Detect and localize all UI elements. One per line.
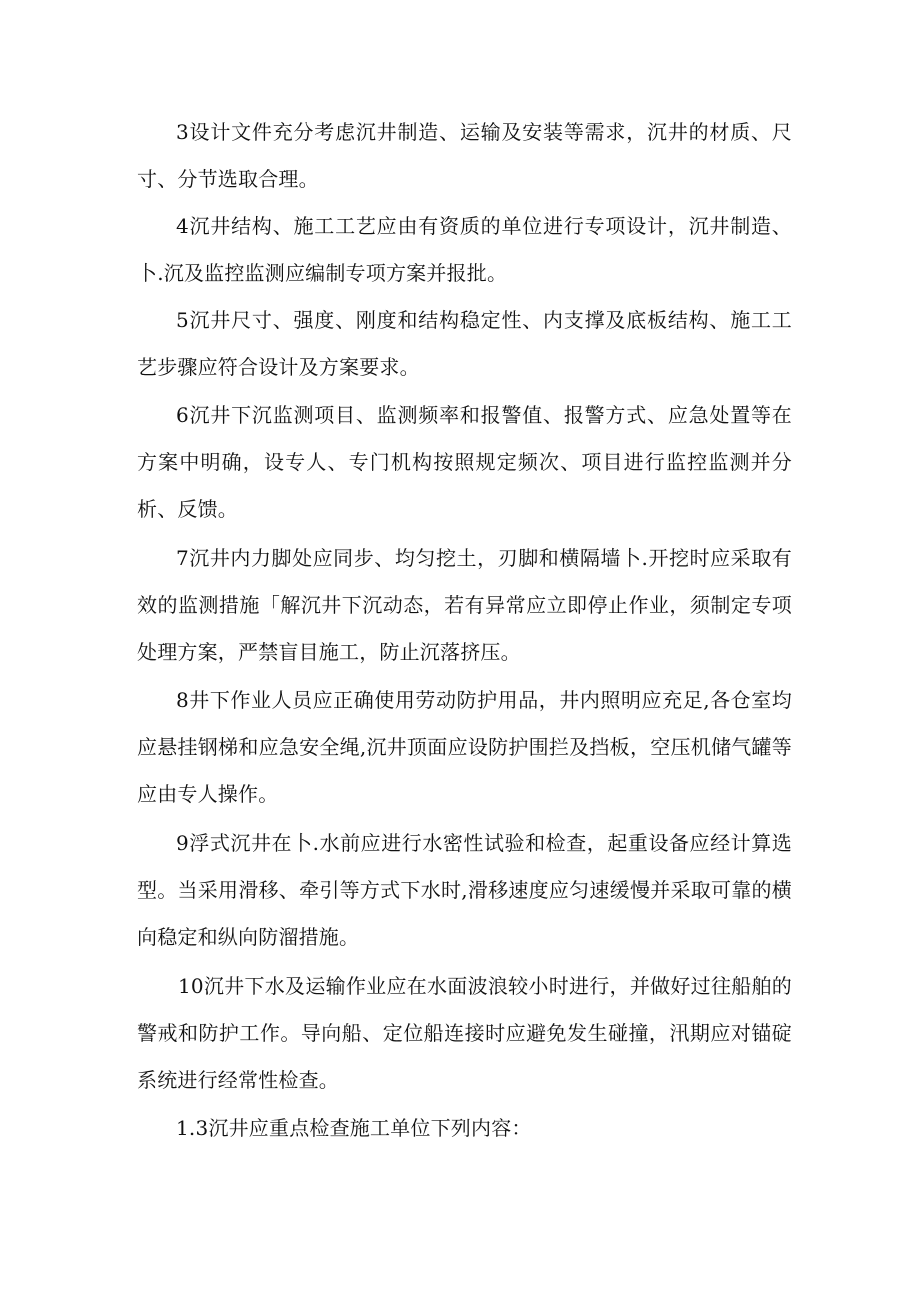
paragraph-item-10: 10沉井下水及运输作业应在水面波浪较小时进行，并做好过往船舶的警戒和防护工作。导向船、定位船连接时应避免发生碰撞，汛期应对锚碇系统进行经常性检查。 — [137, 974, 792, 1092]
paragraph-item-3: 3设计文件充分考虑沉井制造、运输及安装等需求，沉井的材质、尺寸、分节选取合理。 — [137, 120, 792, 191]
paragraph-item-7: 7沉井内力脚处应同步、均匀挖土，刃脚和横隔墙卜.开挖时应采取有效的监测措施「解沉井下沉动态，若有异常应立即停止作业，须制定专项处理方案，严禁盲目施工，防止沉落挤压。 — [137, 546, 792, 664]
section-heading-1-3: 1.3沉井应重点检查施工单位下列内容： — [176, 1116, 532, 1140]
paragraph-item-9: 9浮式沉井在卜.水前应进行水密性试验和检查，起重设备应经计算选型。当采用滑移、牵引等方式下水时,滑移速度应匀速缓慢并采取可靠的横向稳定和纵向防溜措施。 — [137, 831, 792, 949]
paragraph-item-8: 8井下作业人员应正确使用劳动防护用品，井内照明应充足,各仓室均应悬挂钢梯和应急安全绳,沉井顶面应设防护围拦及挡板，空压机储气罐等应由专人操作。 — [137, 688, 792, 806]
paragraph-item-4: 4沉井结构、施工工艺应由有资质的单位进行专项设计，沉井制造、卜.沉及监控监测应编制专项方案并报批。 — [137, 214, 792, 285]
paragraph-item-6: 6沉井下沉监测项目、监测频率和报警值、报警方式、应急处置等在方案中明确，设专人、专门机构按照规定频次、项目进行监控监测并分析、反馈。 — [137, 403, 792, 521]
paragraph-item-5: 5沉井尺寸、强度、刚度和结构稳定性、内支撑及底板结构、施工工艺步骤应符合设计及方案要求。 — [137, 308, 792, 379]
